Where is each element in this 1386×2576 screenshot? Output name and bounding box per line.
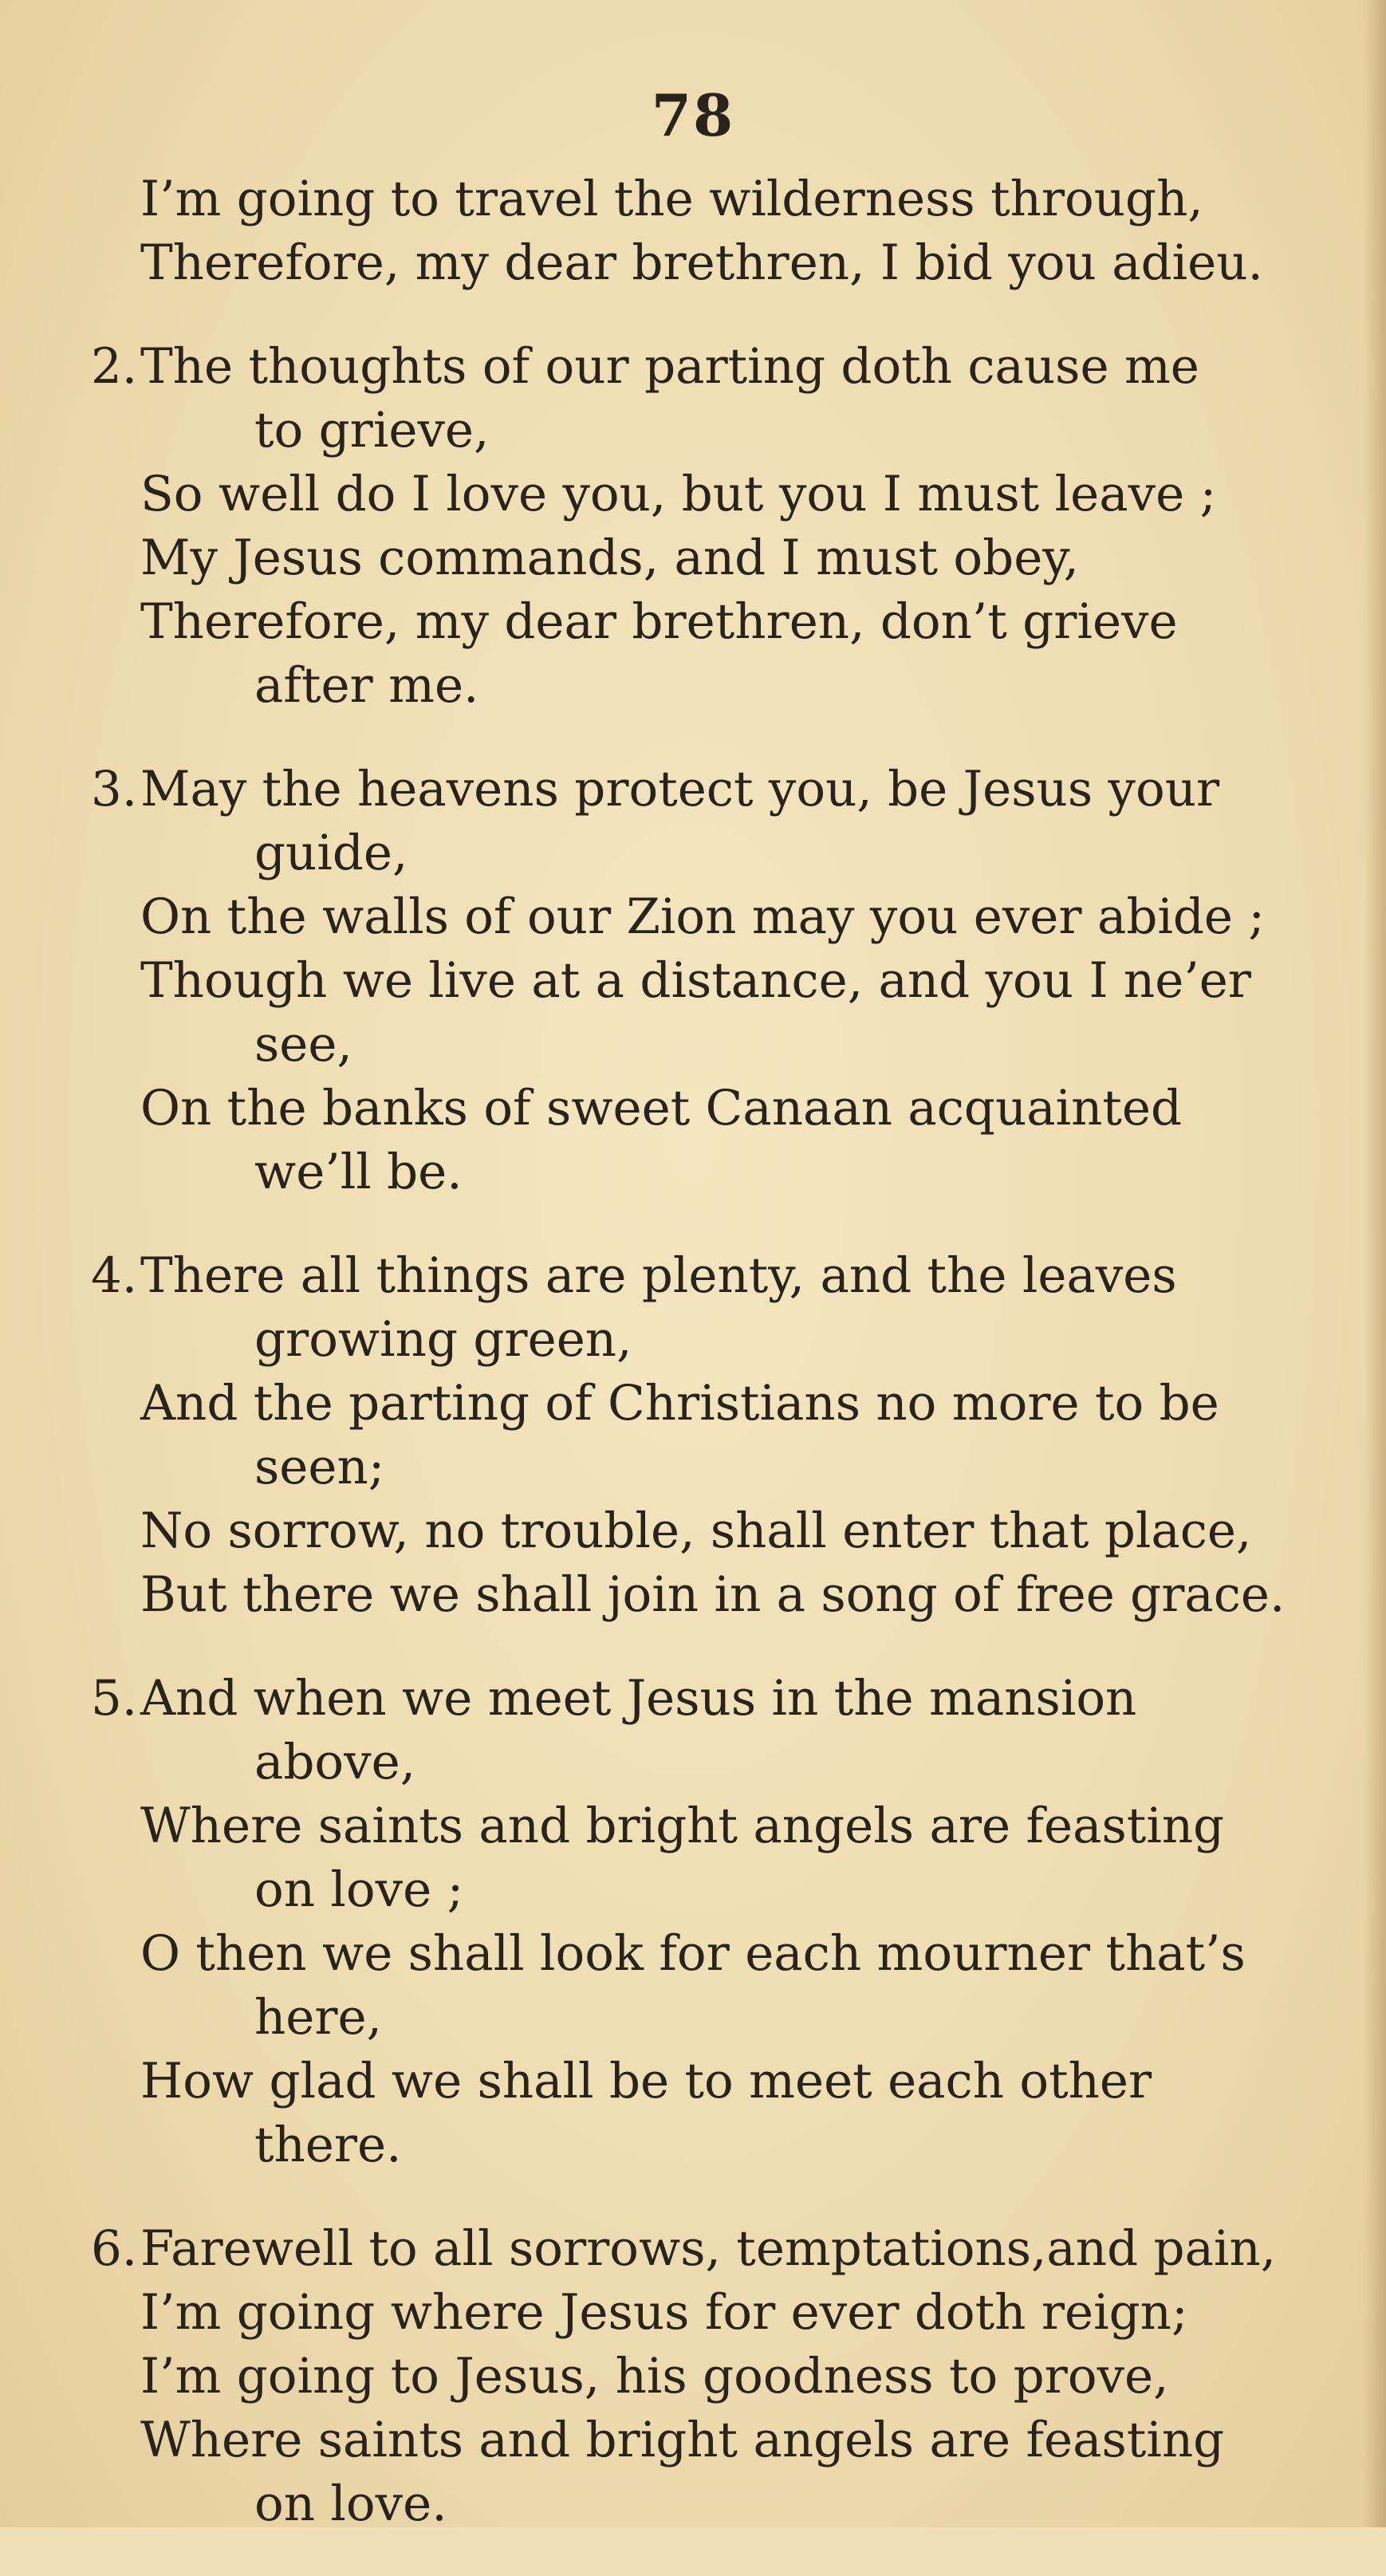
- verse-line-continuation: above,: [254, 1734, 416, 1790]
- verse-line-continuation: here,: [254, 1989, 383, 2046]
- verse-line: Therefore, my dear brethren, don’t grieve: [140, 593, 1178, 650]
- verse-number: 4.: [91, 1247, 138, 1304]
- verse-line-continuation: we’ll be.: [254, 1144, 463, 1200]
- verse-number: 2.: [91, 338, 138, 395]
- verse-line: How glad we shall be to meet each other: [140, 2053, 1152, 2109]
- verse-line: [91, 1244, 1313, 1308]
- verse-line: [91, 758, 1313, 821]
- verse-line-text: Farewell to all sorrows, temptations,and pain,: [140, 2220, 1277, 2277]
- page-edge-shadow: [1364, 0, 1386, 2527]
- verse-line: No sorrow, no trouble, shall enter that place,: [140, 1503, 1252, 1559]
- verse-line: O then we shall look for each mourner that’s: [140, 1925, 1246, 1982]
- verse-line-continuation: seen;: [254, 1439, 385, 1495]
- verse-number: 5.: [91, 1670, 138, 1727]
- verse-line-continuation: on love.: [254, 2476, 447, 2532]
- stanza: [91, 1244, 1313, 1627]
- verse-line: But there we shall join in a song of free grace.: [140, 1566, 1286, 1623]
- verse-line: Therefore, my dear brethren, I bid you adieu.: [140, 234, 1263, 291]
- stanza: [140, 167, 1313, 295]
- verse-line: Where saints and bright angels are feasting: [140, 1798, 1225, 1854]
- verse-line-continuation: guide,: [254, 825, 408, 881]
- verse-line: So well do I love you, but you I must leave ;: [140, 466, 1217, 522]
- verse-line: I’m going to travel the wilderness through,: [140, 171, 1203, 227]
- verse-line: [91, 335, 1313, 399]
- stanza: [91, 335, 1313, 718]
- verse-line: Though we live at a distance, and you I ne’er: [140, 952, 1251, 1009]
- verse-line: On the banks of sweet Canaan acquainted: [140, 1080, 1183, 1136]
- verse-line-continuation: after me.: [254, 657, 479, 714]
- verse-line: And the parting of Christians no more to be: [140, 1375, 1219, 1432]
- verse-number: 6.: [91, 2220, 138, 2277]
- stanza: [91, 758, 1313, 1204]
- verse-number: 3.: [91, 761, 138, 817]
- verse-line-text: And when we meet Jesus in the mansion: [140, 1670, 1137, 1727]
- verse-line-continuation: on love ;: [254, 1861, 464, 1918]
- stanza: [91, 2217, 1313, 2536]
- verse-line-continuation: see,: [254, 1016, 352, 1073]
- verse-line-continuation: there.: [254, 2117, 402, 2173]
- page-number: 78: [651, 81, 735, 149]
- stanza: [91, 1667, 1313, 2177]
- verse-line: I’m going where Jesus for ever doth reign;: [140, 2284, 1188, 2341]
- verse-line-continuation: growing green,: [254, 1311, 632, 1368]
- verse-line-text: There all things are plenty, and the leaves: [140, 1247, 1177, 1304]
- verse-line: My Jesus commands, and I must obey,: [140, 530, 1080, 586]
- verse-line: [91, 1667, 1313, 1731]
- hymn-text: [91, 167, 1313, 2576]
- verse-line: Where saints and bright angels are feasting: [140, 2412, 1225, 2468]
- verse-line-text: May the heavens protect you, be Jesus your: [140, 761, 1220, 817]
- verse-line: I’m going to Jesus, his goodness to prove,: [140, 2348, 1169, 2405]
- verse-line-continuation: to grieve,: [254, 402, 490, 459]
- verse-line: On the walls of our Zion may you ever abide ;: [140, 888, 1265, 945]
- verse-line-text: The thoughts of our parting doth cause me: [140, 338, 1199, 395]
- verse-line: [91, 2217, 1313, 2281]
